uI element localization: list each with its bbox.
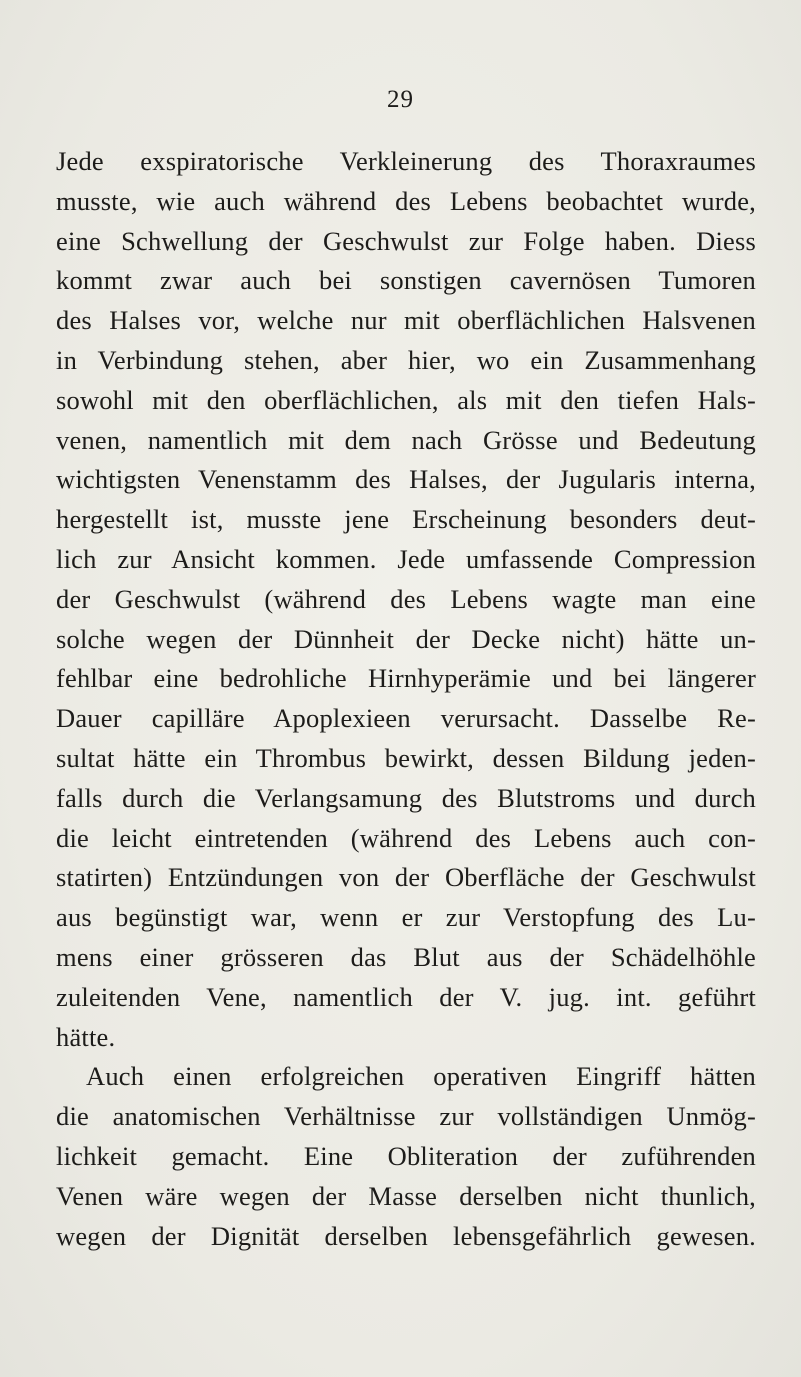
text-line: hergestellt ist, musste jene Erscheinung besonders deut- [56,504,756,535]
body-text [56,142,756,1256]
text-line: solche wegen der Dünnheit der Decke nicht) hätte un- [56,623,756,654]
text-line: die leicht eintretenden (während des Lebens auch con- [56,822,756,853]
text-line: Venen wäre wegen der Masse derselben nicht thunlich, [56,1180,756,1211]
text-line: wegen der Dignität derselben lebensgefährlich gewesen. [56,1220,756,1251]
text-line: fehlbar eine bedrohliche Hirnhyperämie und bei längerer [56,663,756,694]
text-line: falls durch die Verlangsamung des Blutstroms und durch [56,782,756,813]
text-line: Auch einen erfolgreichen operativen Eingriff hätten [86,1061,756,1092]
text-line: in Verbindung stehen, aber hier, wo ein Zusammenhang [56,344,756,375]
text-line: hätte. [56,1021,116,1052]
text-line: zuleitenden Vene, namentlich der V. jug. int. geführt [56,981,756,1012]
text-line: statirten) Entzündungen von der Oberfläche der Geschwulst [56,862,756,893]
text-line: sowohl mit den oberflächlichen, als mit den tiefen Hals- [56,384,756,415]
text-line: eine Schwellung der Geschwulst zur Folge haben. Diess [56,225,756,256]
text-line: mens einer grösseren das Blut aus der Schädelhöhle [56,941,756,972]
text-line: musste, wie auch während des Lebens beobachtet wurde, [56,185,756,216]
text-line: kommt zwar auch bei sonstigen cavernösen Tumoren [56,265,756,296]
text-line: die anatomischen Verhältnisse zur vollständigen Unmög- [56,1101,756,1132]
text-line: der Geschwulst (während des Lebens wagte man eine [56,583,756,614]
text-line: sultat hätte ein Thrombus bewirkt, dessen Bildung jeden- [56,742,756,773]
text-line: wichtigsten Venenstamm des Halses, der Jugularis interna, [56,464,756,495]
text-line: lich zur Ansicht kommen. Jede umfassende Compression [56,543,756,574]
text-line: venen, namentlich mit dem nach Grösse und Bedeutung [56,424,756,455]
text-line: des Halses vor, welche nur mit oberflächlichen Halsvenen [56,305,756,336]
page-number: 29 [387,86,414,113]
text-line: Jede exspiratorische Verkleinerung des Thoraxraumes [56,146,756,176]
text-line: lichkeit gemacht. Eine Obliteration der zuführenden [56,1140,756,1171]
text-line: aus begünstigt war, wenn er zur Verstopfung des Lu- [56,902,756,933]
text-line: Dauer capilläre Apoplexieen verursacht. Dasselbe Re- [56,703,756,734]
